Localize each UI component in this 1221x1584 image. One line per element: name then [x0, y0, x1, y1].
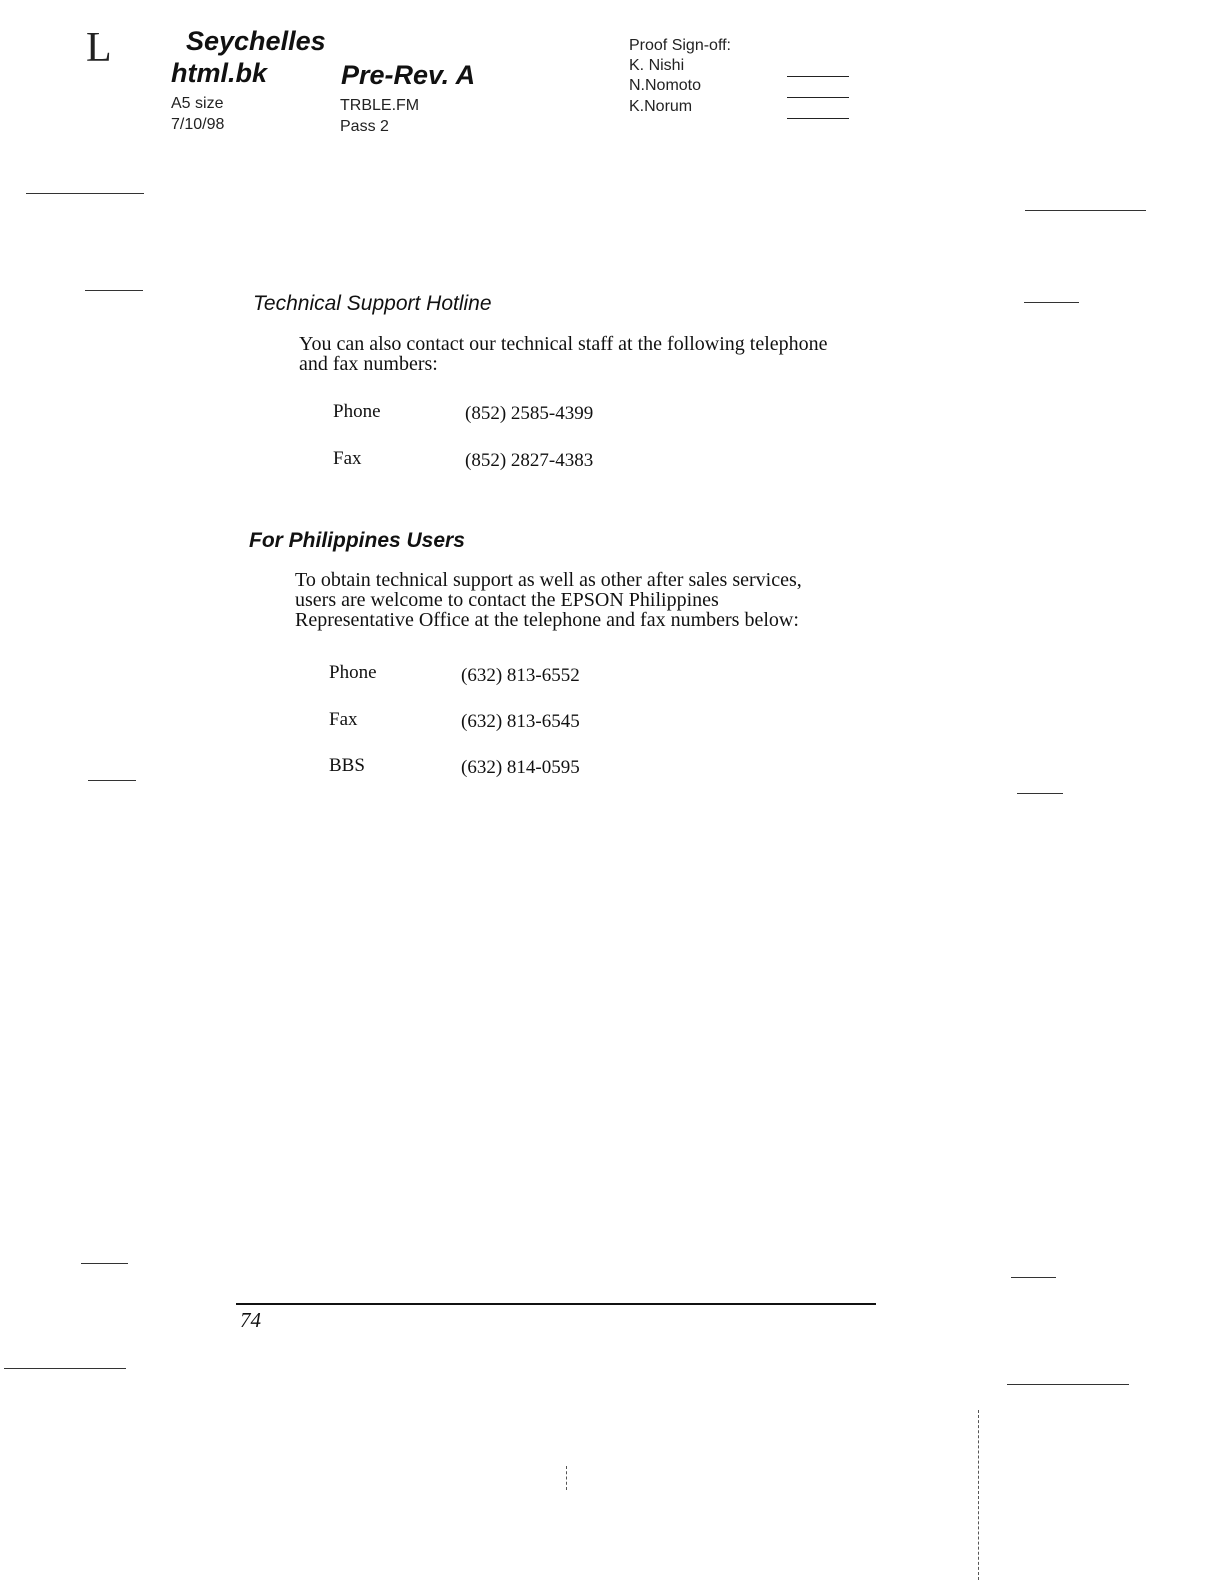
- signoff-line: [787, 97, 849, 98]
- philippines-intro: [295, 570, 802, 630]
- crop-mark: [1025, 210, 1146, 211]
- page-number: 74: [240, 1308, 261, 1332]
- hotline-intro-line: You can also contact our technical staff at the following telephone: [299, 333, 828, 355]
- philippines-fax-value: (632) 813-6545: [461, 711, 580, 732]
- signoff-name: K.Norum: [629, 98, 693, 115]
- crop-mark: [1011, 1277, 1056, 1278]
- signoff-name: K. Nishi: [629, 57, 685, 74]
- crop-mark: [26, 193, 144, 194]
- file-name: TRBLE.FM: [340, 97, 420, 114]
- hotline-heading: Technical Support Hotline: [253, 292, 492, 315]
- crop-mark: [1024, 302, 1079, 303]
- page-size: A5 size: [171, 95, 224, 112]
- philippines-intro-line: Representative Office at the telephone and fax numbers below:: [295, 609, 799, 631]
- signoff-name: N.Nomoto: [629, 77, 702, 94]
- hotline-intro: [299, 334, 828, 374]
- hotline-phone-value: (852) 2585-4399: [465, 403, 594, 424]
- pass-number: Pass 2: [340, 118, 389, 135]
- crop-mark: [88, 780, 136, 781]
- philippines-intro-line: users are welcome to contact the EPSON Philippines: [295, 589, 719, 611]
- trim-line: [978, 1410, 980, 1580]
- crop-mark: [4, 1368, 126, 1369]
- doc-date: 7/10/98: [171, 116, 225, 133]
- hotline-fax-label: Fax: [333, 448, 362, 469]
- philippines-phone-label: Phone: [329, 662, 377, 683]
- crop-mark: [1007, 1384, 1129, 1385]
- footer-rule: [236, 1303, 876, 1305]
- crop-mark: [1017, 793, 1063, 794]
- crop-mark: [85, 290, 143, 291]
- hotline-intro-line: and fax numbers:: [299, 353, 438, 375]
- philippines-bbs-label: BBS: [329, 755, 365, 776]
- signoff-line: [787, 118, 849, 119]
- book-name: Seychelles: [186, 26, 326, 56]
- philippines-intro-line: To obtain technical support as well as other after sales services,: [295, 569, 802, 591]
- philippines-phone-value: (632) 813-6552: [461, 665, 580, 686]
- philippines-fax-label: Fax: [329, 709, 358, 730]
- crop-mark: [81, 1263, 128, 1264]
- signoff-title: Proof Sign-off:: [629, 37, 731, 54]
- signoff-line: [787, 76, 849, 77]
- center-mark: [566, 1466, 568, 1490]
- hotline-fax-value: (852) 2827-4383: [465, 450, 594, 471]
- revision-label: Pre-Rev. A: [341, 60, 476, 90]
- book-file: html.bk: [171, 58, 268, 88]
- hotline-phone-label: Phone: [333, 401, 381, 422]
- corner-letter: L: [86, 25, 112, 71]
- philippines-heading: For Philippines Users: [249, 529, 465, 552]
- philippines-bbs-value: (632) 814-0595: [461, 757, 580, 778]
